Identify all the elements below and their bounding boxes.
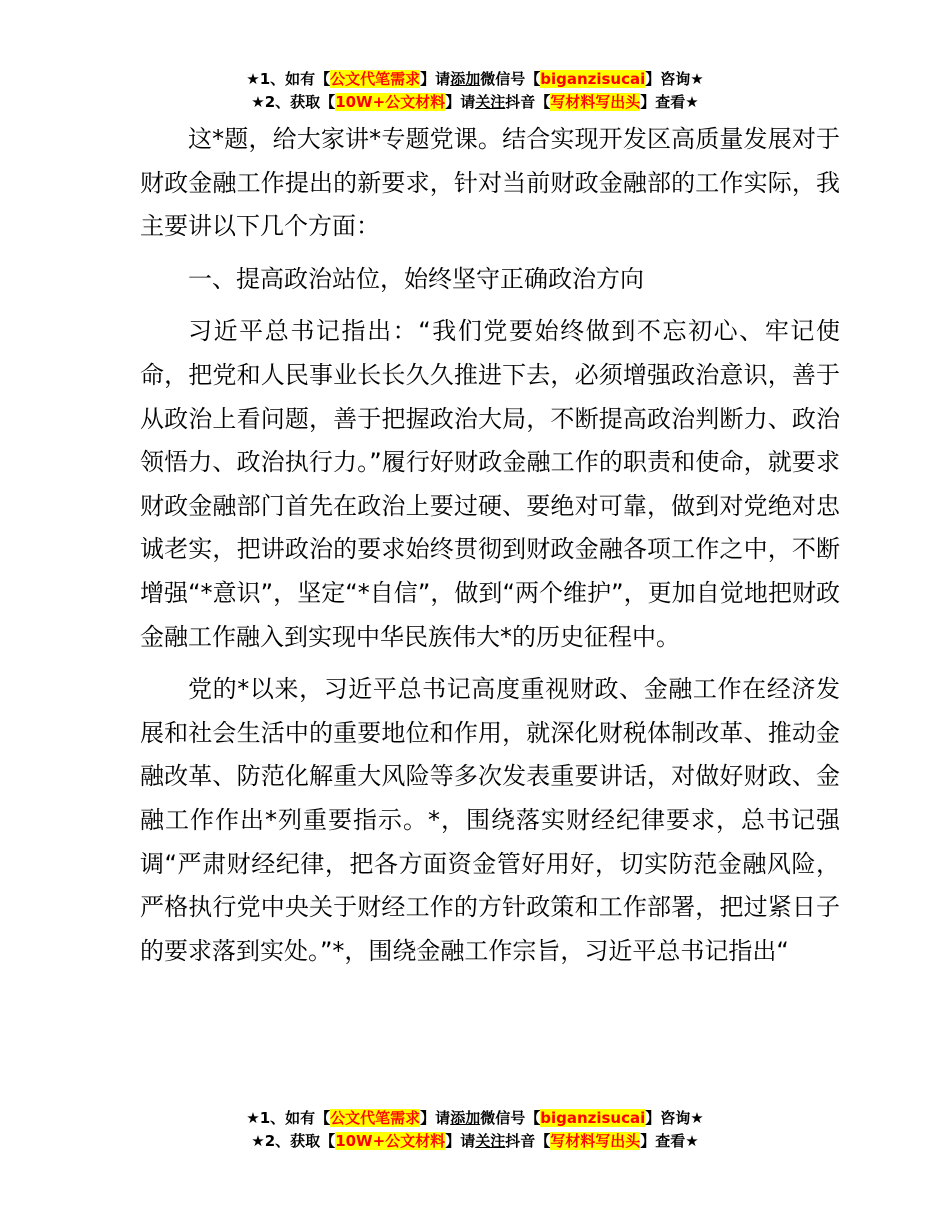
banner-text: ★2、获取【	[251, 93, 336, 111]
banner-text: 】咨询★	[645, 70, 704, 88]
banner-text: ★2、获取【	[251, 1132, 336, 1150]
banner-underlined-text: 添加	[450, 1109, 481, 1127]
banner-text: 抖音【	[505, 1132, 551, 1150]
banner-highlight: biganzisucai	[540, 70, 646, 88]
section-heading: 一、提高政治站位，始终坚守正确政治方向	[188, 264, 644, 293]
banner-line-2	[0, 1130, 950, 1153]
banner-text: ★1、如有【	[246, 70, 331, 88]
banner-text: 】请	[420, 70, 451, 88]
banner-underlined-text: 关注	[475, 1132, 506, 1150]
paragraph-intro: 这*题，给大家讲*专题党课。结合实现开发区高质量发展对于财政金融工作提出的新要求，针对当前财政金融部的工作实际，我主要讲以下几个方面：	[140, 125, 840, 241]
paragraph: 习近平总书记指出：“我们党要始终做到不忘初心、牢记使命，把党和人民事业长长久久推进下去，必须增强政治意识，善于从政治上看问题，善于把握政治大局，不断提高政治判断力、政治领悟力、政治执行力。”履行好财政金融工作的职责和使命，就要求财政金融部门首先在政治上要过硬、要绝对可靠，做到对党绝对忠诚老实，把讲政治的要求始终贯彻到财政金融各项工作之中，不断增强“*意识”，坚定“*自信”，做到“两个维护”，更加自觉地把财政金融工作融入到实现中华民族伟大*的历史征程中。	[140, 317, 840, 651]
banner-text: 抖音【	[505, 93, 551, 111]
document-body	[140, 118, 840, 982]
banner-underlined-text: 添加	[450, 70, 481, 88]
paragraph: 党的*以来，习近平总书记高度重视财政、金融工作在经济发展和社会生活中的重要地位和作用，就深化财税体制改革、推动金融改革、防范化解重大风险等多次发表重要讲话，对做好财政、金融工作作出*列重要指示。*，围绕落实财经纪律要求，总书记强调“严肃财经纪律，把各方面资金管好用好，切实防范金融风险，严格执行党中央关于财经工作的方针政策和工作部署，把过紧日子的要求落到实处。”*，围绕金融工作宗旨，习近平总书记指出“	[140, 675, 840, 965]
banner-line-1	[0, 68, 950, 91]
banner-line-2	[0, 91, 950, 114]
banner-text: 】请	[445, 93, 476, 111]
banner-highlight: 10W+公文材料	[335, 93, 446, 111]
banner-line-1	[0, 1107, 950, 1130]
banner-underlined-text: 关注	[475, 93, 506, 111]
banner-text: 微信号【	[480, 70, 541, 88]
banner-highlight: 公文代笔需求	[330, 70, 421, 88]
banner-highlight: 10W+公文材料	[335, 1132, 446, 1150]
banner-text: 】请	[445, 1132, 476, 1150]
banner-highlight: biganzisucai	[540, 1109, 646, 1127]
header-banner	[0, 68, 950, 114]
banner-highlight: 写材料写出头	[550, 93, 641, 111]
banner-text: 】请	[420, 1109, 451, 1127]
footer-banner	[0, 1107, 950, 1153]
banner-text: 】查看★	[640, 1132, 699, 1150]
banner-highlight: 公文代笔需求	[330, 1109, 421, 1127]
banner-text: 微信号【	[480, 1109, 541, 1127]
banner-text: 】查看★	[640, 93, 699, 111]
banner-text: 】咨询★	[645, 1109, 704, 1127]
banner-highlight: 写材料写出头	[550, 1132, 641, 1150]
banner-text: ★1、如有【	[246, 1109, 331, 1127]
